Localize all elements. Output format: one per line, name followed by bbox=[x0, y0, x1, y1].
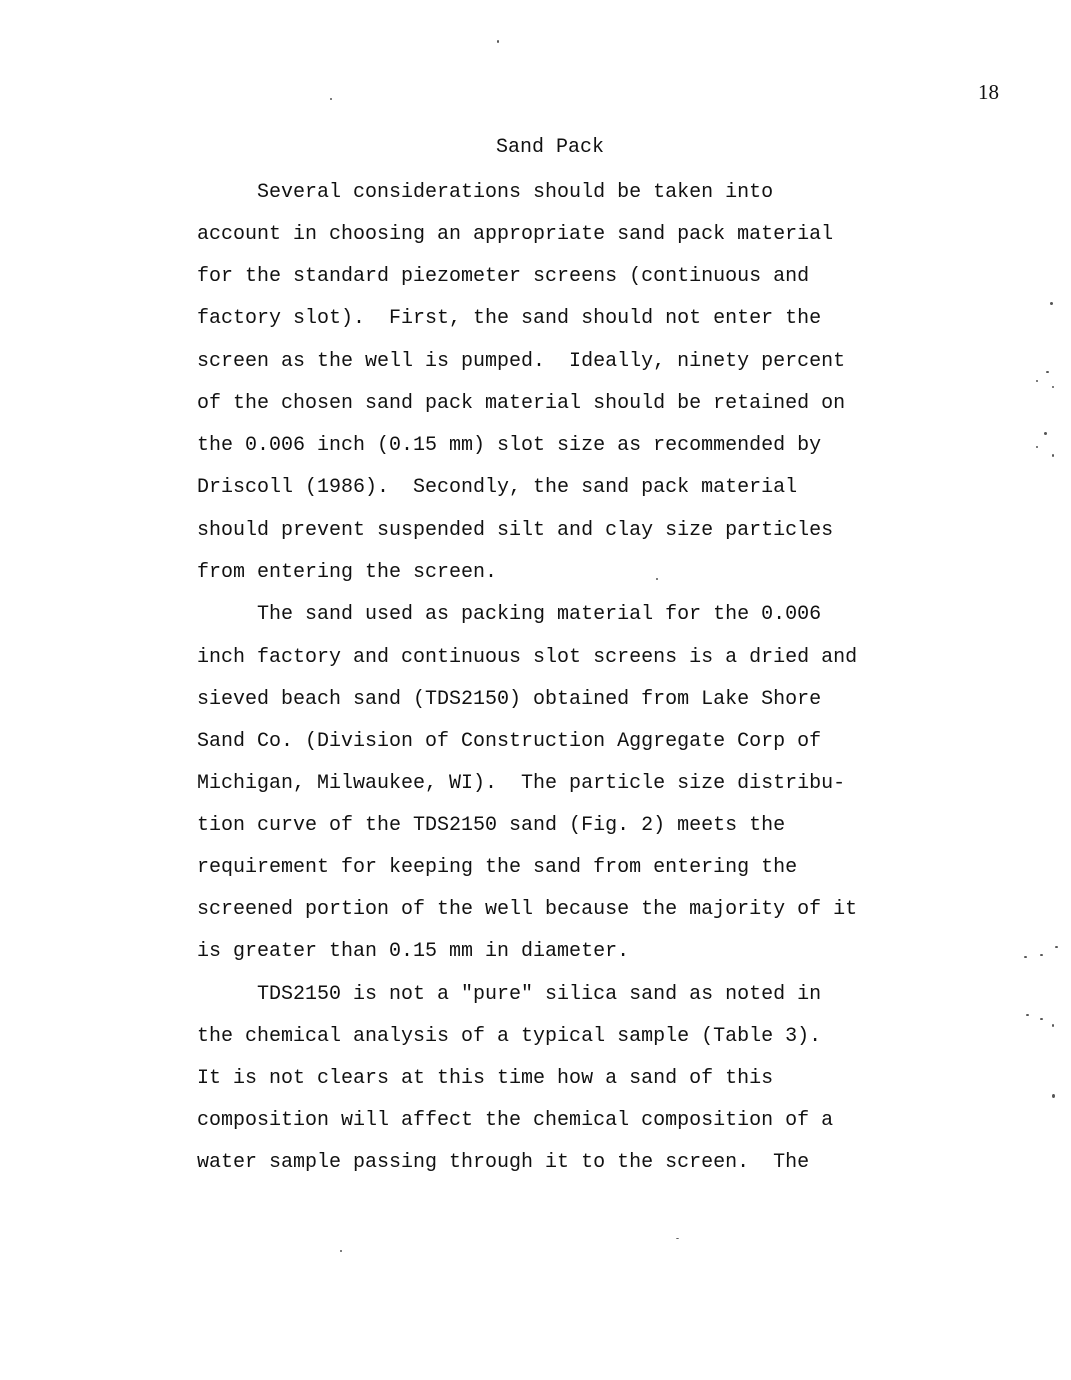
scan-speck bbox=[1046, 371, 1049, 373]
section-heading: Sand Pack bbox=[495, 136, 605, 159]
scan-speck bbox=[1055, 946, 1058, 948]
scan-speck bbox=[1052, 386, 1054, 388]
scan-speck bbox=[1040, 1018, 1043, 1020]
body-line: account in choosing an appropriate sand pack material bbox=[197, 223, 834, 246]
body-line: composition will affect the chemical composition of a bbox=[197, 1109, 834, 1132]
scan-speck bbox=[1036, 380, 1038, 382]
body-line: for the standard piezometer screens (continuous and bbox=[197, 265, 810, 288]
body-line: Michigan, Milwaukee, WI). The particle size distribu- bbox=[197, 772, 846, 795]
scan-speck bbox=[1040, 954, 1043, 956]
body-line: inch factory and continuous slot screens is a dried and bbox=[197, 646, 858, 669]
body-line: The sand used as packing material for the 0.006 bbox=[197, 603, 822, 626]
body-line: should prevent suspended silt and clay size particles bbox=[197, 519, 834, 542]
scan-speck bbox=[1050, 302, 1053, 305]
body-line: Sand Co. (Division of Construction Aggregate Corp of bbox=[197, 730, 822, 753]
body-line: is greater than 0.15 mm in diameter. bbox=[197, 940, 630, 963]
scan-speck bbox=[1036, 446, 1038, 448]
scan-speck bbox=[497, 40, 499, 43]
scan-speck bbox=[1052, 454, 1054, 457]
body-line: the chemical analysis of a typical sample (Table 3). bbox=[197, 1025, 822, 1048]
scan-speck bbox=[656, 578, 658, 580]
scan-speck bbox=[1026, 1014, 1029, 1016]
body-line: TDS2150 is not a "pure" silica sand as noted in bbox=[197, 983, 822, 1006]
scan-speck bbox=[676, 1238, 679, 1239]
body-line: the 0.006 inch (0.15 mm) slot size as recommended by bbox=[197, 434, 822, 457]
scan-speck bbox=[330, 98, 332, 100]
scan-speck bbox=[1052, 1094, 1055, 1098]
body-line: of the chosen sand pack material should be retained on bbox=[197, 392, 846, 415]
body-line: requirement for keeping the sand from entering the bbox=[197, 856, 798, 879]
scan-speck bbox=[1024, 956, 1027, 958]
body-line: Several considerations should be taken into bbox=[197, 181, 774, 204]
page-number: 18 bbox=[978, 80, 999, 104]
body-line: It is not clears at this time how a sand of this bbox=[197, 1067, 774, 1090]
body-line: tion curve of the TDS2150 sand (Fig. 2) meets the bbox=[197, 814, 786, 837]
scan-speck bbox=[340, 1250, 342, 1252]
body-line: factory slot). First, the sand should not enter the bbox=[197, 307, 822, 330]
body-line: sieved beach sand (TDS2150) obtained from Lake Shore bbox=[197, 688, 822, 711]
body-line: Driscoll (1986). Secondly, the sand pack material bbox=[197, 476, 798, 499]
body-line: from entering the screen. bbox=[197, 561, 498, 584]
body-line: screened portion of the well because the majority of it bbox=[197, 898, 858, 921]
scan-speck bbox=[1052, 1024, 1054, 1027]
body-line: water sample passing through it to the screen. The bbox=[197, 1151, 810, 1174]
body-line: screen as the well is pumped. Ideally, ninety percent bbox=[197, 350, 846, 373]
scan-speck bbox=[1044, 432, 1047, 435]
